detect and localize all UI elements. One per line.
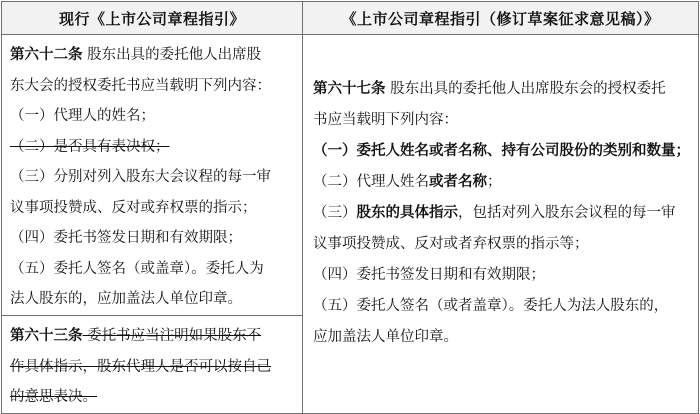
art62-item-3a: （三）分别对列入股东大会议程的每一审 <box>10 169 271 185</box>
art67-item-3b: 议事项投赞成、反对或者弃权票的指示等； <box>313 236 589 252</box>
art63-line-2: 作具体指示，股东代理人是否可以按自己 <box>10 358 271 375</box>
art62-number: 第六十二条 <box>10 47 83 63</box>
art62-item-1: （一）代理人的姓名； <box>10 108 155 124</box>
art63-number: 第六十三条 <box>10 328 83 344</box>
art67-line-2: 书应当载明下列内容： <box>313 112 458 128</box>
art67-item-5a: （五）委托人签名（或者盖章）。委托人为法人股东的， <box>313 298 669 314</box>
art67-item-3a: （三）股东的具体指示，包括对列入股东会议程的每一审 <box>313 205 676 221</box>
art63-line-1: 第六十三条 委托书应当注明如果股东不 <box>10 328 262 344</box>
art62-item-5a: （五）委托人签名（或盖章）。委托人为 <box>10 260 264 277</box>
art67-item-4: （四）委托书签发日期和有效期限； <box>313 267 545 283</box>
art62-item-4: （四）委托书签发日期和有效期限； <box>10 230 242 246</box>
art63-line-3: 的意思表决。 <box>10 389 97 405</box>
art67-item-5b: 应加盖法人单位印章。 <box>313 329 458 345</box>
art62-item-5b: 法人股东的，应加盖法人单位印章。 <box>10 291 242 307</box>
draft-article-67-cell <box>303 35 699 414</box>
comparison-table <box>1 1 699 414</box>
current-article-63-cell <box>2 316 303 414</box>
art62-item-3b: 议事项投赞成、反对或弃权票的指示； <box>10 199 257 216</box>
art67-item-1: （一）委托人姓名或者名称、持有公司股份的类别和数量； <box>313 143 690 159</box>
art62-line-1: 第六十二条 股东出具的委托他人出席股 <box>10 47 262 63</box>
current-article-62-cell <box>2 35 303 316</box>
header-current: 现行《上市公司章程指引》 <box>2 2 303 35</box>
art67-number: 第六十七条 <box>313 81 386 97</box>
art67-item-2: （二）代理人姓名或者名称； <box>313 174 502 190</box>
art67-line-1: 第六十七条 股东出具的委托他人出席股东会的授权委托 <box>313 81 666 97</box>
art62-item-2-deleted: （二）是否具有表决权； <box>10 138 170 155</box>
art62-line-2: 东大会的授权委托书应当载明下列内容： <box>10 77 271 94</box>
header-draft: 《上市公司章程指引（修订草案征求意见稿）》 <box>303 2 699 35</box>
